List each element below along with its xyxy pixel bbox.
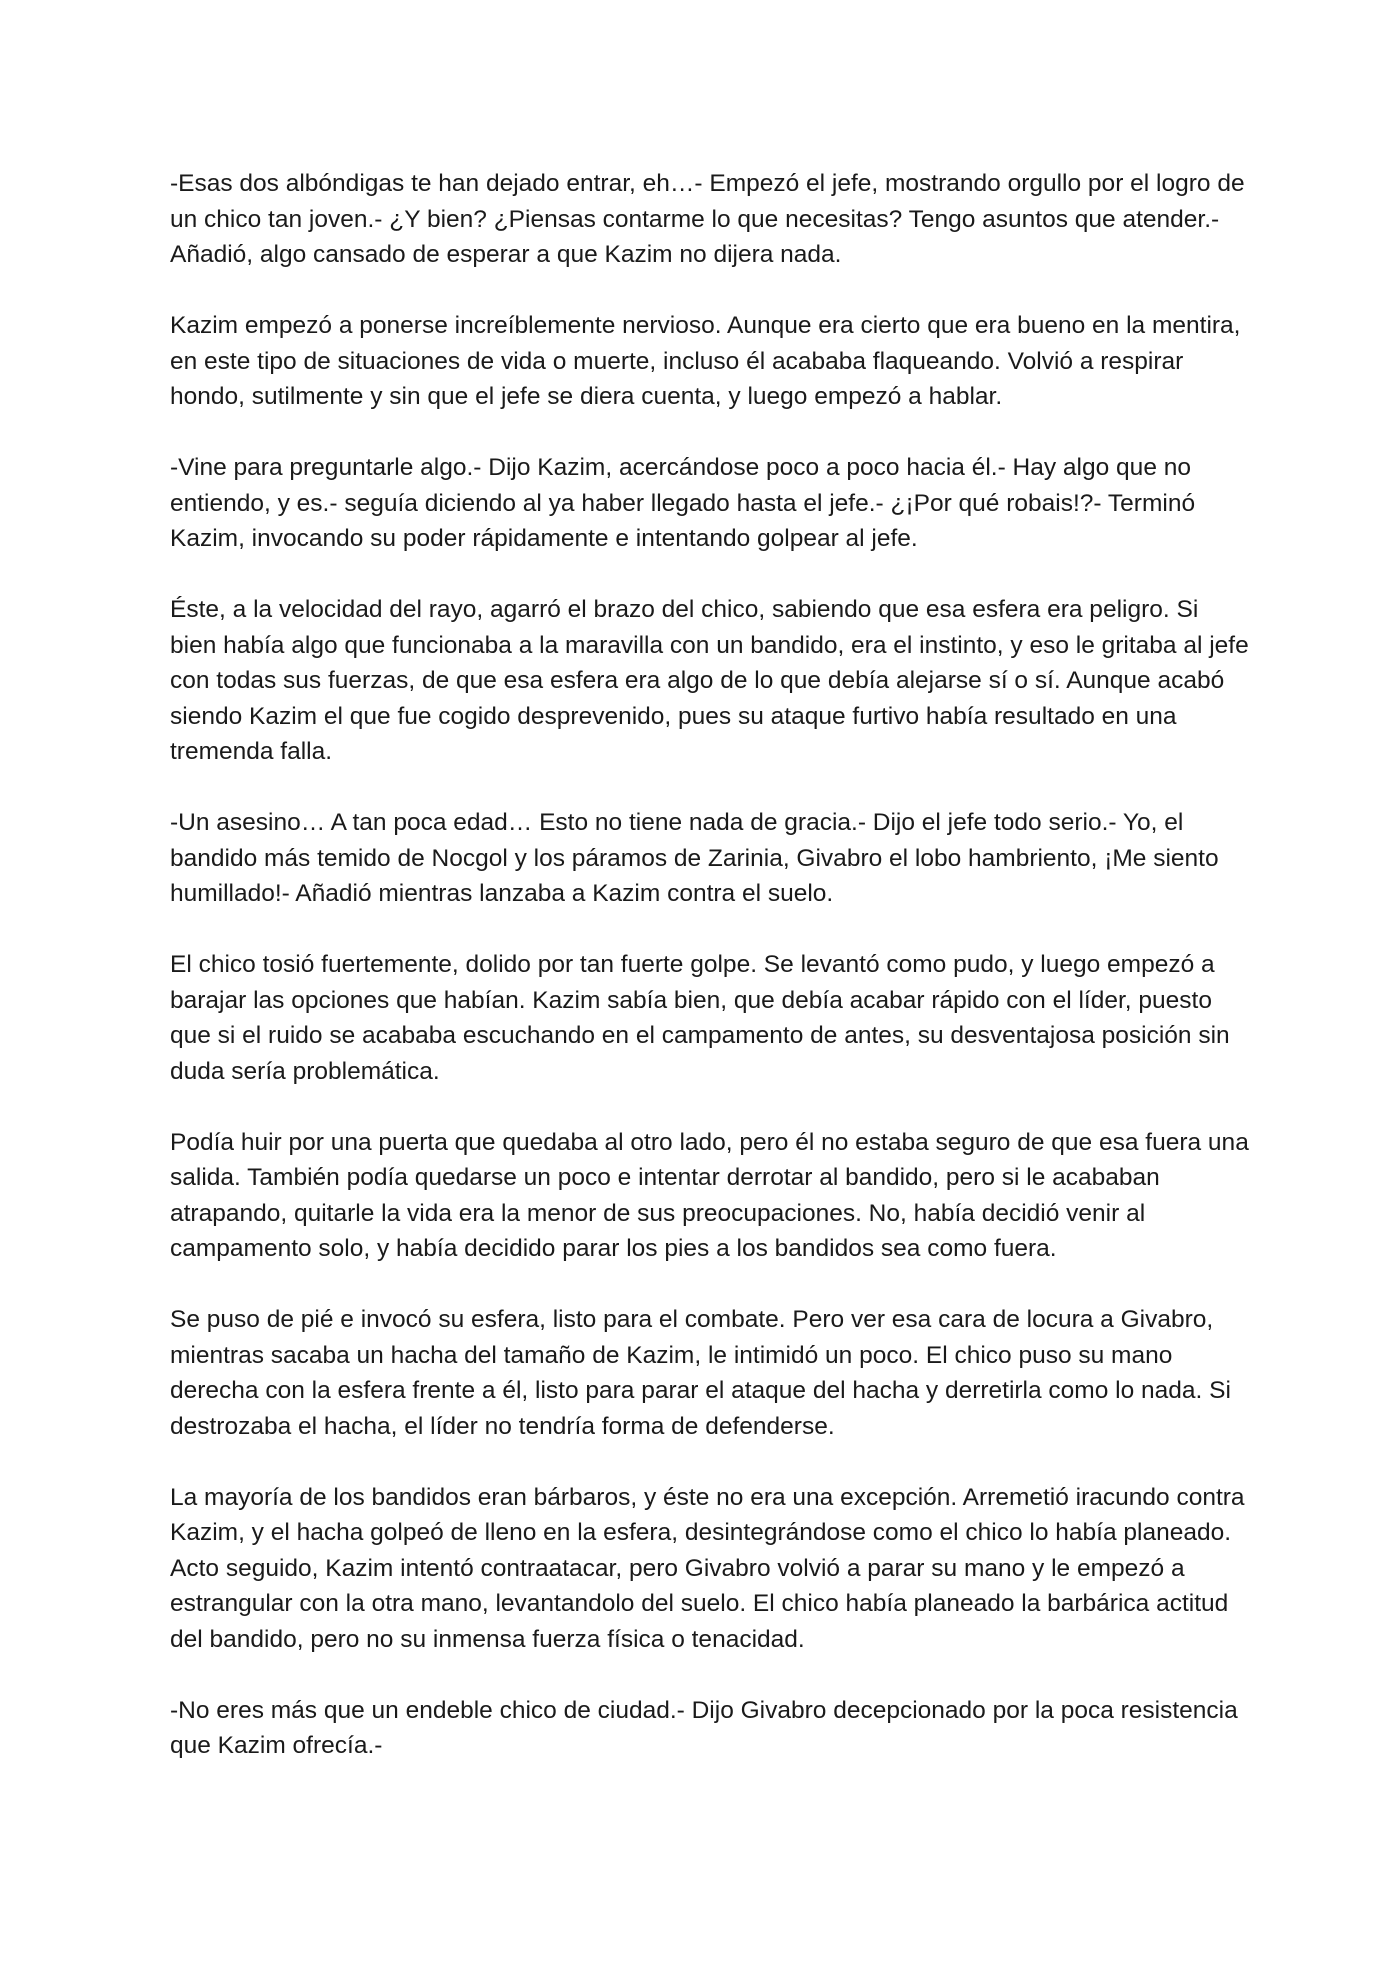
paragraph: Éste, a la velocidad del rayo, agarró el brazo del chico, sabiendo que esa esfera era peligro. Si bien había algo que funcionaba a la maravilla con un bandido, era el instinto, y eso le gritaba al jefe con todas sus fuerzas, de que esa esfera era algo de lo que debía alejarse sí o sí. Aunque acabó siendo Kazim el que fue cogido desprevenido, pues su ataque furtivo había resultado en una tremenda falla. xyxy=(170,596,1249,765)
paragraph: El chico tosió fuertemente, dolido por tan fuerte golpe. Se levantó como pudo, y luego empezó a barajar las opciones que habían. Kazim sabía bien, que debía acabar rápido con el líder, puesto que si el ruido se acababa escuchando en el campamento de antes, su desventajosa posición sin duda sería problemática. xyxy=(170,951,1230,1085)
paragraph: Podía huir por una puerta que quedaba al otro lado, pero él no estaba seguro de que esa fuera una salida. También podía quedarse un poco e intentar derrotar al bandido, pero si le acababan atrapando, quitarle la vida era la menor de sus preocupaciones. No, había decidió venir al campamento solo, y había decidido parar los pies a los bandidos sea como fuera. xyxy=(170,1128,1249,1262)
paragraph: La mayoría de los bandidos eran bárbaros, y éste no era una excepción. Arremetió iracundo contra Kazim, y el hacha golpeó de lleno en la esfera, desintegrándose como el chico lo había planeado. Acto seguido, Kazim intentó contraatacar, pero Givabro volvió a parar su mano y le empezó a estrangular con la otra mano, levantandolo del suelo. El chico había planeado la barbárica actitud del bandido, pero no su inmensa fuerza física o tenacidad. xyxy=(170,1483,1245,1653)
document-body xyxy=(170,166,1250,1764)
paragraph: -Un asesino… A tan poca edad… Esto no tiene nada de gracia.- Dijo el jefe todo serio.- Yo, el bandido más temido de Nocgol y los páramos de Zarinia, Givabro el lobo hambriento, ¡Me siento humillado!- Añadió mientras lanzaba a Kazim contra el suelo. xyxy=(170,809,1219,907)
paragraph: Se puso de pié e invocó su esfera, listo para el combate. Pero ver esa cara de locura a Givabro, mientras sacaba un hacha del tamaño de Kazim, le intimidó un poco. El chico puso su mano derecha con la esfera frente a él, listo para parar el ataque del hacha y derretirla como lo nada. Si destrozaba el hacha, el líder no tendría forma de defenderse. xyxy=(170,1306,1231,1440)
paragraph: -Vine para preguntarle algo.- Dijo Kazim, acercándose poco a poco hacia él.- Hay algo que no entiendo, y es.- seguía diciendo al ya haber llegado hasta el jefe.- ¿¡Por qué robais!?- Terminó Kazim, invocando su poder rápidamente e intentando golpear al jefe. xyxy=(170,454,1196,552)
paragraph: -Esas dos albóndigas te han dejado entrar, eh…- Empezó el jefe, mostrando orgullo por el logro de un chico tan joven.- ¿Y bien? ¿Piensas contarme lo que necesitas? Tengo asuntos que atender.- Añadió, algo cansado de esperar a que Kazim no dijera nada. xyxy=(170,170,1245,268)
paragraph: -No eres más que un endeble chico de ciudad.- Dijo Givabro decepcionado por la poca resistencia que Kazim ofrecía.- xyxy=(170,1696,1238,1759)
paragraph: Kazim empezó a ponerse increíblemente nervioso. Aunque era cierto que era bueno en la mentira, en este tipo de situaciones de vida o muerte, incluso él acababa flaqueando. Volvió a respirar hondo, sutilmente y sin que el jefe se diera cuenta, y luego empezó a hablar. xyxy=(170,312,1241,410)
